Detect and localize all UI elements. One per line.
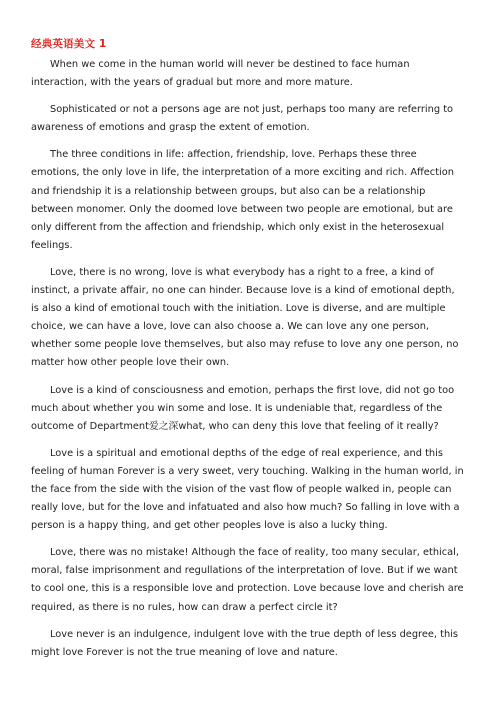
paragraph-6: Love is a spiritual and emotional depths of the edge of real experience, and this feeling of human Forever is a very sweet, very touching. Walking in the human world, in the face from the side with the vision of the vast flow of people walked in, people can really love, but for the love and infatuated and also how much? So falling in love with a person is a happy thing, and get other peoples love is also a lucky thing. xyxy=(31,447,464,532)
paragraph-4: Love, there is no wrong, love is what everybody has a right to a free, a kind of instinct, a private affair, no one can hinder. Because love is a kind of emotional depth, is also a kind of emotional touch with the initiation. Love is diverse, and are multiple choice, we can have a love, love can also choose a. We can love any one person, whether some people love themselves, but also may refuse to love any one person, no matter how other people love their own. xyxy=(31,266,459,369)
paragraph-7: Love, there was no mistake! Although the face of reality, too many secular, ethical, moral, false imprisonment and regullations of the interpretation of love. But if we want to cool one, this is a responsible love and protection. Love because love and cherish are required, as there is no rules, how can draw a perfect circle it? xyxy=(31,547,464,613)
document-title: 经典英语美文 1 xyxy=(31,38,107,50)
paragraph-8: Love never is an indulgence, indulgent love with the true depth of less degree, this might love Forever is not the true meaning of love and nature. xyxy=(31,628,459,658)
paragraph-5: Love is a kind of consciousness and emotion, perhaps the first love, did not go too much about whether you win some and lose. It is undeniable that, regardless of the outcome of Department爱之深what, who can deny this love that feeling of it really? xyxy=(31,384,455,432)
paragraph-3: The three conditions in life: affection, friendship, love. Perhaps these three emotions, the only love in life, the interpretation of a more exciting and rich. Affection and friendship it is a relationship between groups, but also can be a relationship between monomer. Only the doomed love between two people are emotional, but are only different from the affection and friendship, which only exist in the heterosexual feelings. xyxy=(31,149,454,251)
paragraph-1: When we come in the human world will never be destined to face human interaction, with the years of gradual but more and more mature. xyxy=(31,59,410,89)
paragraph-2: Sophisticated or not a persons age are not just, perhaps too many are referring to awareness of emotions and grasp the extent of emotion. xyxy=(31,104,454,134)
